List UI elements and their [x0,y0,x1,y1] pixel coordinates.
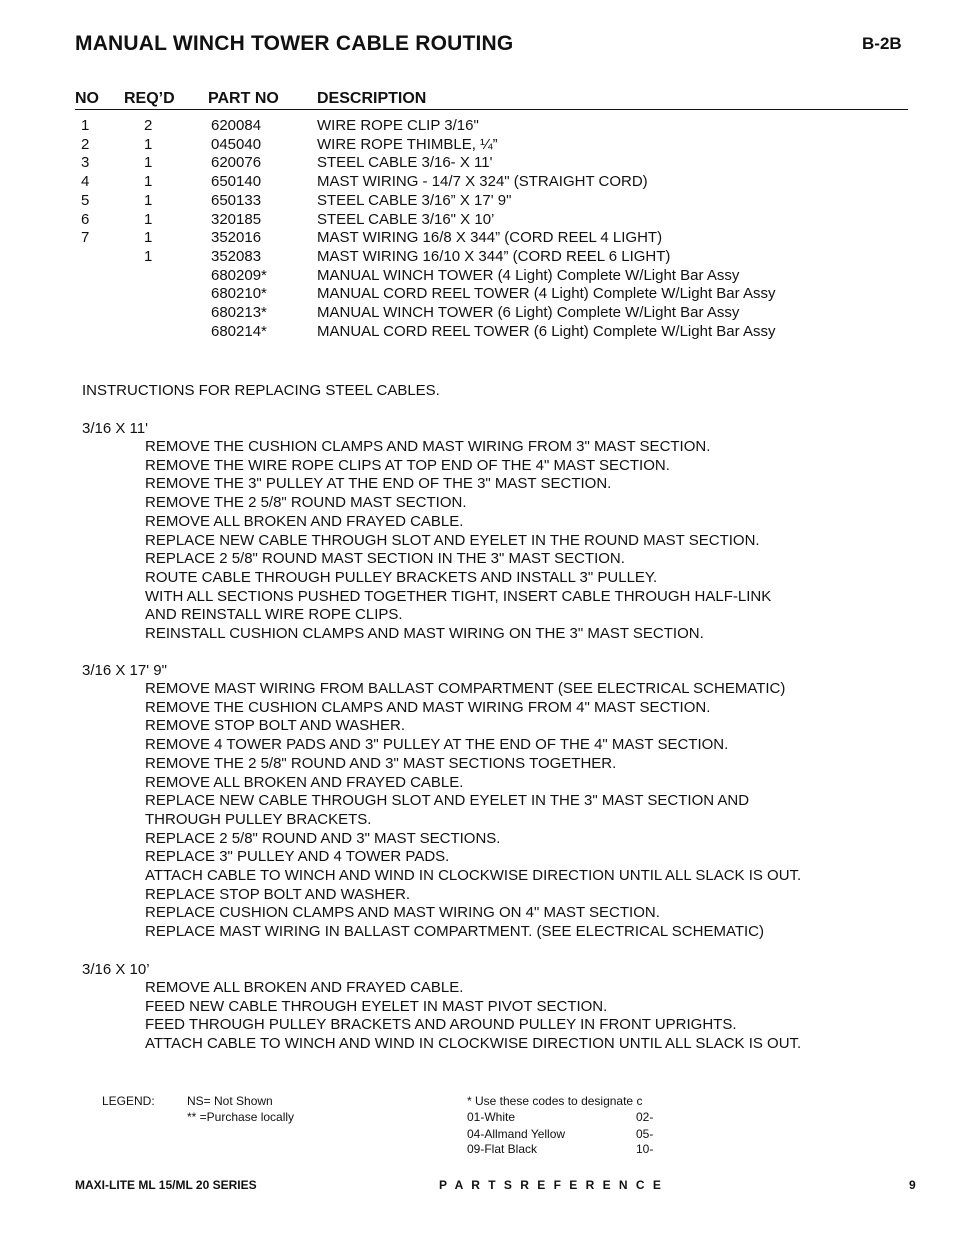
cell-req: 1 [144,135,153,153]
cell-req: 1 [144,229,153,247]
section-heading: 3/16 X 10’ [82,961,150,978]
color-code-09: 09-Flat Black [467,1142,538,1156]
instruction-step: WITH ALL SECTIONS PUSHED TOGETHER TIGHT, INSERT CABLE THROUGH HALF-LINK [145,587,772,605]
instruction-step: REMOVE THE 2 5/8" ROUND MAST SECTION. [145,494,467,512]
table-row [0,229,954,248]
table-row [0,173,954,192]
instructions-title: INSTRUCTIONS FOR REPLACING STEEL CABLES. [82,382,440,399]
cell-part-no: 650140 [211,173,262,191]
cell-description: MANUAL WINCH TOWER (4 Light) Complete W/Light Bar Assy [317,266,740,284]
instruction-step: REMOVE THE WIRE ROPE CLIPS AT TOP END OF THE 4" MAST SECTION. [145,456,670,474]
color-code-01: 01-White [467,1110,516,1124]
cell-part-no: 352083 [211,247,262,265]
instruction-step: AND REINSTALL WIRE ROPE CLIPS. [145,606,403,624]
instruction-step: FEED NEW CABLE THROUGH EYELET IN MAST PIVOT SECTION. [145,997,608,1015]
footer-parts-reference: P A R T S R E F E R E N C E [439,1178,664,1192]
col-header-no: NO [75,90,99,107]
instruction-step: FEED THROUGH PULLEY BRACKETS AND AROUND PULLEY IN FRONT UPRIGHTS. [145,1016,737,1034]
cell-no: 5 [81,191,90,209]
instruction-step: REPLACE STOP BOLT AND WASHER. [145,885,411,903]
col-header-desc: DESCRIPTION [317,90,427,107]
cell-no: 7 [81,229,90,247]
table-row [0,192,954,211]
cell-part-no: 320185 [211,210,262,228]
cell-description: STEEL CABLE 3/16- X 11' [317,154,493,172]
table-row [0,136,954,155]
cell-description: MANUAL CORD REEL TOWER (4 Light) Complete W/Light Bar Assy [317,285,776,303]
legend-not-shown: NS= Not Shown [187,1094,273,1108]
instruction-step: REINSTALL CUSHION CLAMPS AND MAST WIRING ON THE 3" MAST SECTION. [145,625,704,643]
instruction-step: ATTACH CABLE TO WINCH AND WIND IN CLOCKWISE DIRECTION UNTIL ALL SLACK IS OUT. [145,867,802,885]
instruction-step: THROUGH PULLEY BRACKETS. [145,810,372,828]
cell-part-no: 680210* [211,285,267,303]
instruction-step: REMOVE MAST WIRING FROM BALLAST COMPARTMENT (SEE ELECTRICAL SCHEMATIC) [145,680,786,697]
cell-req: 1 [144,154,153,172]
cell-part-no: 620076 [211,154,262,172]
col-header-part: PART NO [208,90,279,107]
section-heading: 3/16 X 17' 9" [82,662,167,679]
cell-req: 1 [144,210,153,228]
instruction-step: REMOVE THE CUSHION CLAMPS AND MAST WIRING FROM 3" MAST SECTION. [145,438,711,455]
cell-part-no: 620084 [211,117,262,134]
cell-no: 1 [81,117,90,134]
legend-label: LEGEND: [102,1094,155,1108]
cell-description: MANUAL CORD REEL TOWER (6 Light) Complete W/Light Bar Assy [317,322,776,340]
instruction-step: ATTACH CABLE TO WINCH AND WIND IN CLOCKWISE DIRECTION UNTIL ALL SLACK IS OUT. [145,1035,802,1053]
instruction-step: REMOVE THE 2 5/8" ROUND AND 3" MAST SECTIONS TOGETHER. [145,754,617,772]
cell-description: STEEL CABLE 3/16” X 17' 9" [317,191,512,209]
section-heading: 3/16 X 11' [82,420,148,437]
cell-description: STEEL CABLE 3/16" X 10’ [317,210,495,228]
instruction-step: REPLACE MAST WIRING IN BALLAST COMPARTMENT. (SEE ELECTRICAL SCHEMATIC) [145,923,764,941]
instruction-step: REPLACE CUSHION CLAMPS AND MAST WIRING ON 4" MAST SECTION. [145,904,660,922]
cell-no: 2 [81,135,90,153]
cell-req: 1 [144,191,153,209]
instruction-step: REPLACE NEW CABLE THROUGH SLOT AND EYELET IN THE ROUND MAST SECTION. [145,531,760,549]
cell-part-no: 045040 [211,135,262,153]
instruction-step: REPLACE 3" PULLEY AND 4 TOWER PADS. [145,848,450,866]
table-row [0,285,954,304]
cell-description: WIRE ROPE THIMBLE, ¼” [317,135,498,153]
cell-part-no: 352016 [211,229,262,247]
table-row [0,267,954,286]
instruction-steps [145,979,801,1054]
table-row [0,248,954,267]
col-header-req: REQ’D [124,90,175,107]
cell-description: MANUAL WINCH TOWER (6 Light) Complete W/Light Bar Assy [317,304,740,321]
color-code-05: 05- [636,1127,654,1141]
instruction-step: REPLACE 2 5/8" ROUND MAST SECTION IN THE 3" MAST SECTION. [145,550,625,568]
instruction-step: REMOVE THE 3" PULLEY AT THE END OF THE 3" MAST SECTION. [145,475,612,493]
legend-purchase-locally: ** =Purchase locally [187,1110,295,1124]
cell-req: 1 [144,247,153,265]
instruction-step: REMOVE ALL BROKEN AND FRAYED CABLE. [145,773,464,791]
table-row [0,117,954,136]
table-row [0,323,954,342]
table-row [0,211,954,230]
cell-no: 4 [81,173,90,191]
table-row [0,304,954,323]
page-title: MANUAL WINCH TOWER CABLE ROUTING [75,32,514,55]
instruction-step: REMOVE THE CUSHION CLAMPS AND MAST WIRING FROM 4" MAST SECTION. [145,698,711,716]
cell-req: 1 [144,173,153,191]
header-divider [75,109,908,110]
cell-part-no: 680209* [211,266,267,284]
cell-description: MAST WIRING 16/8 X 344” (CORD REEL 4 LIGHT) [317,229,663,247]
color-code-04: 04-Allmand Yellow [467,1127,566,1141]
legend-codes-note: * Use these codes to designate c [467,1094,643,1108]
footer-series: MAXI-LITE ML 15/ML 20 SERIES [75,1178,257,1192]
cell-description: MAST WIRING 16/10 X 344” (CORD REEL 6 LIGHT) [317,247,671,265]
instruction-step: ROUTE CABLE THROUGH PULLEY BRACKETS AND INSTALL 3" PULLEY. [145,568,658,586]
cell-req: 2 [144,117,153,134]
color-code-10: 10- [636,1142,654,1156]
instruction-step: REMOVE STOP BOLT AND WASHER. [145,717,406,735]
cell-part-no: 680214* [211,322,267,340]
instruction-step: REMOVE 4 TOWER PADS AND 3" PULLEY AT THE END OF THE 4" MAST SECTION. [145,736,729,754]
instruction-step: REMOVE ALL BROKEN AND FRAYED CABLE. [145,512,464,530]
footer-page-number: 9 [909,1178,916,1192]
instruction-steps [145,680,801,942]
instruction-step: REMOVE ALL BROKEN AND FRAYED CABLE. [145,979,464,996]
cell-description: WIRE ROPE CLIP 3/16" [317,117,479,134]
table-row [0,154,954,173]
section-code: B-2B [862,34,902,53]
instruction-steps [145,438,771,644]
instruction-step: REPLACE 2 5/8" ROUND AND 3" MAST SECTIONS. [145,829,501,847]
instruction-step: REPLACE NEW CABLE THROUGH SLOT AND EYELET IN THE 3" MAST SECTION AND [145,792,750,810]
cell-description: MAST WIRING - 14/7 X 324" (STRAIGHT CORD) [317,173,648,191]
cell-no: 6 [81,210,90,228]
cell-no: 3 [81,154,90,172]
cell-part-no: 650133 [211,191,262,209]
cell-part-no: 680213* [211,304,267,321]
color-code-02: 02- [636,1110,654,1124]
